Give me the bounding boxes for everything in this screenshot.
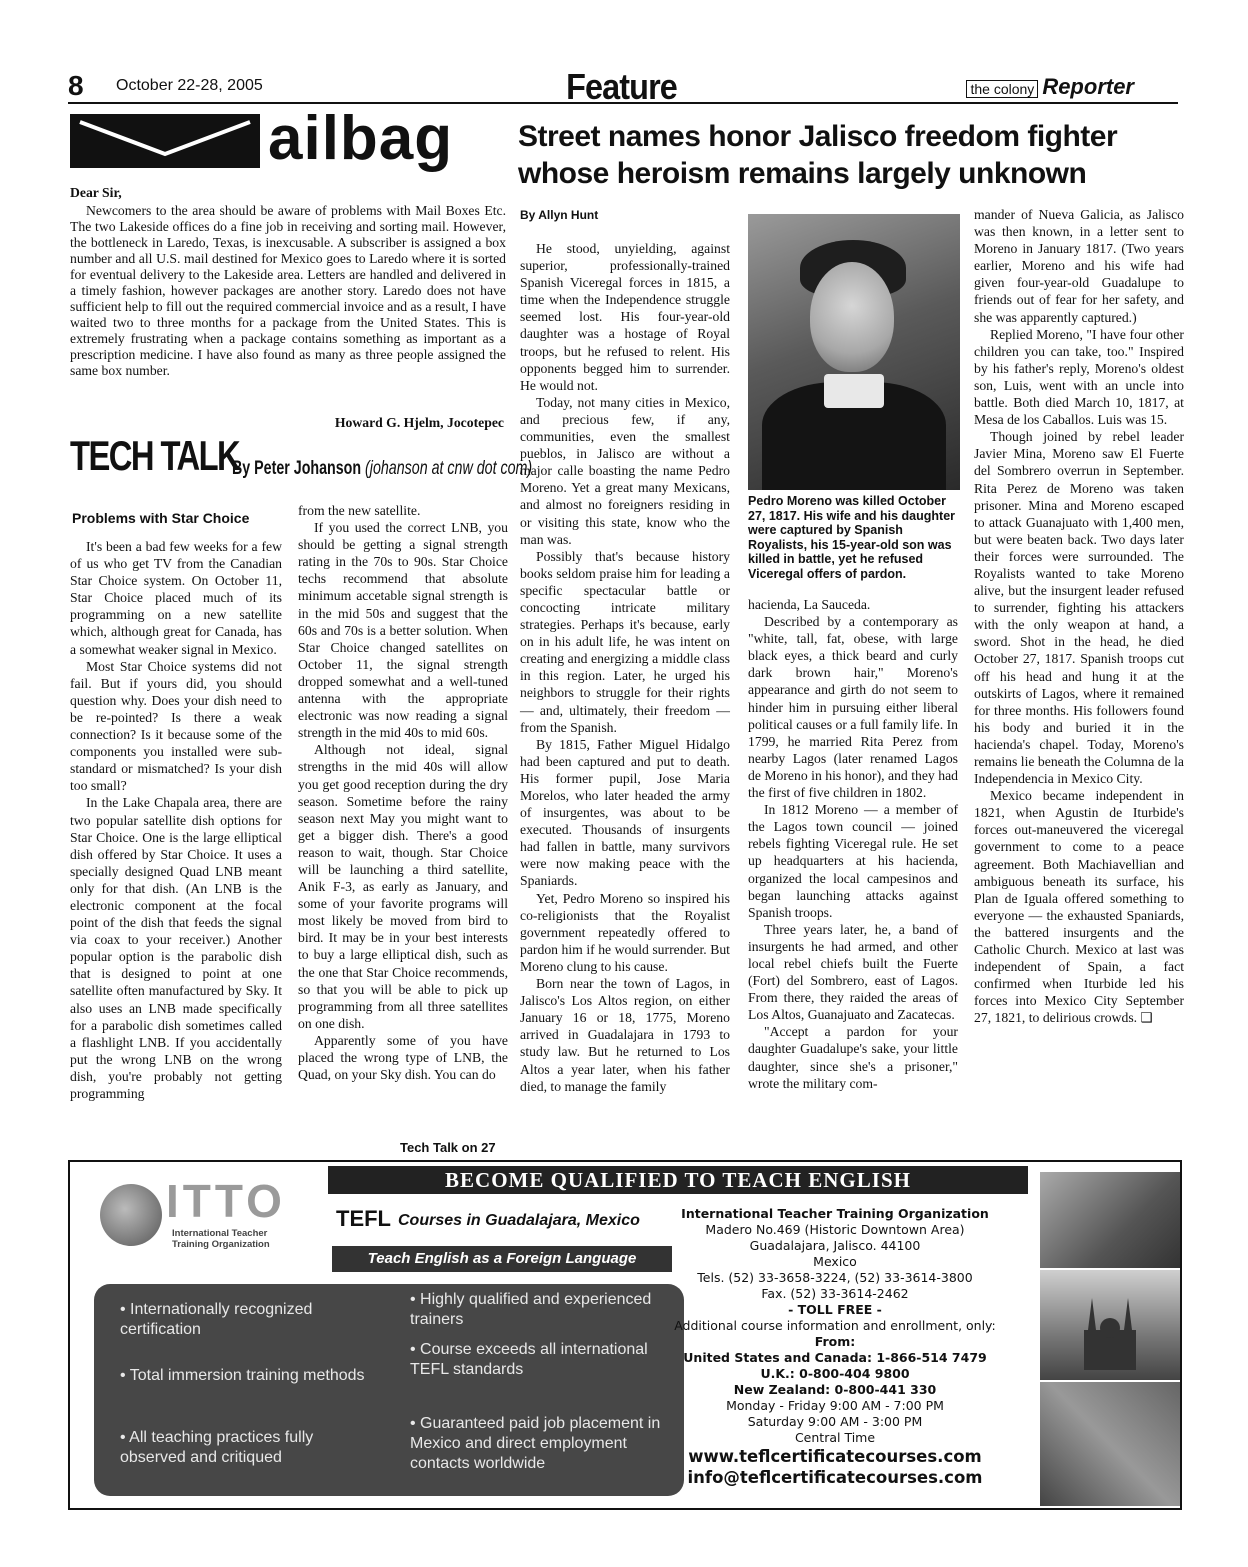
paragraph: Described by a contemporary as "white, tall, fat, obese, with large black eyes, a thick beard and curly dark brown hair," Moreno's appearance and girth do not seem to hinder him in pursuing either liberal political causes or a full family life. In 1799, he married Rita Perez from nearby Lagos (later renamed Lagos de Moreno in his honor), and they had the first of five children in 1802. — [748, 614, 958, 801]
page-number: 8 — [68, 70, 84, 101]
article-byline: By Allyn Hunt — [520, 208, 599, 222]
paragraph: Mexico became independent in 1821, when Agustin de Iturbide's forces out-maneuvered the viceregal government to come to a peace agreement. Both Machiavellian and ambiguous beneath its surface, his Plan de Iguala offered something to everyone — the exhausted Spaniards, the battered insurgents and the Catholic Church. Mexico at last was independent of Spain, a fact confirmed when Iturbide led his forces into Mexico City September 27, 1821, to delirious crowds. ❑ — [974, 788, 1184, 1026]
tefl-subtitle: Courses in Guadalajara, Mexico — [398, 1212, 640, 1229]
tech-talk-email: (johanson at cnw dot com) — [365, 458, 533, 479]
itto-logo-subtitle: International Teacher Training Organization — [172, 1228, 270, 1250]
paragraph: Replied Moreno, "I have four other children you can take, too." Inspired by his father's reply, Moreno's oldest son, Luis, went with an uncle into battle. Both died March 10, 1817, at Mesa de los Caballos. Luis was 15. — [974, 326, 1184, 428]
paragraph: Yet, Pedro Moreno so inspired his co-religionists that the Royalist government repeatedly offered to pardon him if he would surrender. But Moreno clung to his cause. — [520, 890, 730, 974]
ad-additional-info: Additional course information and enrollment, only: — [674, 1318, 996, 1333]
ad-bullet: • Guaranteed paid job placement in Mexico and direct employment contacts worldwide — [410, 1415, 661, 1472]
ad-banner: BECOME QUALIFIED TO TEACH ENGLISH — [328, 1166, 1028, 1194]
paper-prefix: the colony — [966, 80, 1038, 98]
ad-timezone: Central Time — [794, 1430, 876, 1445]
ad-address-line: Guadalajara, Jalisco. 44100 — [749, 1238, 921, 1253]
paragraph: Most Star Choice systems did not fail. But if yours did, you should question why. Does your dish need to be re-pointed? Is there a weak connection? Is it because some of the components you installed were sub-standard or mismatched? Is your dish too small? — [70, 658, 282, 794]
paragraph: He stood, unyielding, against superior, professionally-trained Spanish Viceregal forces in 1815, a time when the Independence struggle seemed lost. His four-year-old daughter was a hostage of Royal troops, but he refused to relent. His opponents begged him to surrender. He would not. — [520, 241, 730, 393]
ad-bullet: • Total immersion training methods — [120, 1367, 365, 1384]
ad-phone-us: United States and Canada: 1-866-514 7479 — [683, 1350, 987, 1365]
mailbag-letter — [70, 185, 506, 379]
paragraph: Though joined by rebel leader Javier Mina, Moreno saw El Fuerte del Sombrero overrun in September. Rita Perez de Moreno was taken prisoner. Mina and Moreno escaped to attack Guanajuato with 1,400 men, but were beaten back. Two days later their forces were surrounded. The Royalists wanted to take Moreno alive, but the insurgent leader refused to surrender, fighting his attackers with the only weapon at hand, a sword. Shot in the head, he died October 27, 1817. Spanish troops cut off his head and hung it at the outskirts of Lagos, where it remained for three months. His followers found his body and buried it in the hacienda's chapel. Today, Moreno's remains lie beneath the Columna de la Independencia in Mexico City. — [974, 429, 1184, 787]
ad-fax: Fax. (52) 33-3614-2462 — [761, 1286, 909, 1301]
ad-from-label: From: — [814, 1334, 856, 1349]
ad-org-name: International Teacher Training Organization — [681, 1206, 989, 1221]
paragraph: By 1815, Father Miguel Hidalgo had been captured and put to death. His former pupil, Jose Maria Morelos, who later headed the army of insurgentes, was about to be executed. Thousands of insurgents had fallen in battle, many survivors were now making peace with the Spaniards. — [520, 736, 730, 889]
ad-email-link[interactable]: info@teflcertificatecourses.com — [687, 1468, 983, 1487]
paragraph: Possibly that's because history books seldom praise him for leading a specific spectacular battle or concocting intricate military strategies. Perhaps it's because, early on in his adult life, he was intent on creating and energizing a middle class in this region. Later, he urged his neighbors to struggle for their rights — and, ultimately, their freedom — from the Spanish. — [520, 548, 730, 735]
ad-photo-cathedral — [1040, 1270, 1180, 1380]
ad-hours: Monday - Friday 9:00 AM - 7:00 PM — [726, 1398, 944, 1413]
tech-talk-subhead: Problems with Star Choice — [72, 510, 250, 526]
article-headline: Street names honor Jalisco freedom fighter whose heroism remains largely unknown — [518, 120, 1118, 190]
letter-body: Newcomers to the area should be aware of problems with Mail Boxes Etc. The two Lakeside offices do a fine job in receiving and sorting mail. However, the bottleneck in Laredo, Texas, is inexcusable. A subscriber is assigned a box number and all U.S. mail destined for Mexico goes to Laredo where it is sorted for eventual delivery to the Lakeside area. Letters are handled and delivered in a timely fashion, however packages are another story. Laredo does not have sufficient help to fill out the required commercial invoice and as a result, I have waited two to three months for a package from the United States. This is extremely frustrating when a package contains something as important as a prescription medicine. I have also found as many as three people assigned the same box number. — [70, 203, 506, 378]
letter-signature: Howard G. Hjelm, Jocotepec — [334, 415, 504, 430]
ad-contact-info — [670, 1206, 1000, 1488]
ad-tollfree-label: - TOLL FREE - — [788, 1302, 882, 1317]
paragraph: If you used the correct LNB, you should be getting a signal strength rating in the 70s to 90s. Star Choice techs recommend that absolute minimum accetable signal strength is in the mid 50s and suggest that the 60s and 70s is a better solution. When Star Choice changed satellites on October 11, the signal strength dropped somewhat and a well-tuned antenna with the appropriate electronic was now reading a signal strength in the mid 40s to mid 60s. — [298, 520, 508, 741]
paragraph: Apparently some of you have placed the wrong type of LNB, the Quad, on your Sky dish. You can do — [298, 1032, 508, 1083]
issue-date: October 22-28, 2005 — [116, 77, 263, 94]
ad-photo-classroom — [1040, 1382, 1180, 1506]
itto-logo: ITTO — [166, 1175, 286, 1227]
paragraph: Born near the town of Lagos, in Jalisco's Los Altos region, on either January 16 or 18, 1775, Moreno arrived in Guadalajara in 1793 to study law. But he returned to Los Altos a year later, when his father died, to manage the family — [520, 976, 730, 1094]
tech-talk-title: TECH TALK — [70, 432, 240, 479]
ad-phone-nz: New Zealand: 0-800-441 330 — [733, 1382, 937, 1397]
page-header — [68, 66, 1178, 107]
ad-address-line: Madero No.469 (Historic Downtown Area) — [705, 1222, 965, 1237]
article-column-3 — [974, 206, 1184, 1027]
mailbag-title: ailbag — [268, 104, 454, 173]
ad-bullet: • All teaching practices fully observed and critiqued — [120, 1429, 314, 1466]
tech-talk-byline — [232, 458, 532, 480]
ad-bullet: • Course exceeds all international TEFL standards — [410, 1341, 648, 1378]
pedro-moreno-portrait — [748, 214, 960, 490]
ad-address-line: Mexico — [813, 1254, 857, 1269]
section-title: Feature — [566, 66, 677, 107]
paragraph: In 1812 Moreno — a member of the Lagos town council — joined rebels fighting Viceregal rule. He set up headquarters at his hacienda, organized the local campesinos and began launching attacks against Spanish troops. — [748, 802, 958, 920]
tech-talk-jump-line: Tech Talk on 27 — [400, 1140, 496, 1155]
paper-masthead — [966, 74, 1134, 100]
paragraph: Although not ideal, signal strengths in the mid 40s will allow you get good reception during the dry season. Sometime before the rainy season next May you might want to get a bigger dish. There's a good reason to wait, though. Star Choice will be launching a third satellite, Anik F-3, as early as January, and some of your favorite programs will most likely be moved from bird to bird. It may be in your best interests to buy a large elliptical dish, such as the one that Star Choice recommends, so that you will be able to pick up programming from all three satellites on one dish. — [298, 742, 508, 1031]
tech-talk-author: By Peter Johanson — [232, 458, 362, 479]
ad-hours: Saturday 9:00 AM - 3:00 PM — [747, 1414, 923, 1429]
ad-bullet: • Highly qualified and experienced trainers — [410, 1291, 652, 1328]
paragraph: In the Lake Chapala area, there are two popular satellite dish options for Star Choice. One is the large elliptical dish offered by Star Choice. It uses a specially designed Quad LNB meant only for that dish. (An LNB is the electronic component at the focal point of the dish that feeds the signal via coax to your receiver.) Another popular option is the parabolic dish that is designed to point at one satellite often manufactured by Sky. It also uses an LNB made specifically for a parabolic dish sometimes called a flashlight LNB. If you accidentally put the wrong LNB on the wrong dish, you're probably not getting programming — [70, 795, 282, 1101]
itto-advertisement — [68, 1160, 1182, 1510]
paragraph: "Accept a pardon for your daughter Guadalupe's sake, your little daughter, since she's a prisoner," wrote the military com- — [748, 1024, 958, 1091]
paragraph: It's been a bad few weeks for a few of us who get TV from the Canadian Star Choice system. On October 11, Star Choice placed much of its programming on a new satellite which, although great for Canada, has a somewhat weaker signal in Mexico. — [70, 539, 282, 657]
ad-photo-students — [1040, 1172, 1180, 1268]
ad-phones: Tels. (52) 33-3658-3224, (52) 33-3614-3800 — [697, 1270, 973, 1285]
paragraph: Today, not many cities in Mexico, and precious few, if any, communities, even the smallest pueblos, in Jalisco are without a major calle boasting the name Pedro Moreno. Yet a great many Mexicans, and almost no foreigners residing in or visiting this state, know who the man was. — [520, 394, 730, 547]
tech-talk-column-2 — [298, 502, 508, 1083]
teach-english-bar: Teach English as a Foreign Language — [332, 1246, 672, 1272]
ad-website-link[interactable]: www.teflcertificatecourses.com — [688, 1447, 982, 1466]
article-column-1 — [520, 240, 730, 1095]
paragraph: hacienda, La Sauceda. — [748, 597, 871, 612]
letter-greeting: Dear Sir, — [70, 185, 122, 200]
paragraph: from the new satellite. — [298, 503, 421, 518]
ad-bullet: • Internationally recognized certification — [120, 1301, 313, 1338]
ad-phone-uk: U.K.: 0-800-404 9800 — [760, 1366, 910, 1381]
ad-feature-box — [94, 1284, 684, 1496]
tech-talk-column-1 — [70, 538, 282, 1102]
paragraph: Three years later, he, a band of insurgents he had armed, and other local rebel chiefs built the Fuerte (Fort) del Sombrero, east of Lagos. From there, they raided the areas of Los Altos, Guanajuato and Zacatecas. — [748, 921, 958, 1023]
paragraph: mander of Nueva Galicia, as Jalisco was then known, in a letter sent to Moreno in January 1817. (Two years earlier, Moreno and his wife had given four-year-old Guadalupe to friends out of fear for her safety, and she was apparently captured.) — [974, 207, 1184, 325]
photo-caption: Pedro Moreno was killed October 27, 1817. His wife and his daughter were captured by Spanish Royalists, his 15-year-old son was killed in battle, yet he refused Viceregal offers of pardon. — [748, 494, 956, 581]
globe-graduate-icon — [100, 1184, 162, 1246]
article-column-2 — [748, 596, 958, 1092]
mailbag-envelope-icon — [70, 114, 260, 168]
tefl-label: TEFL — [336, 1206, 391, 1231]
paper-name: Reporter — [1042, 74, 1134, 99]
